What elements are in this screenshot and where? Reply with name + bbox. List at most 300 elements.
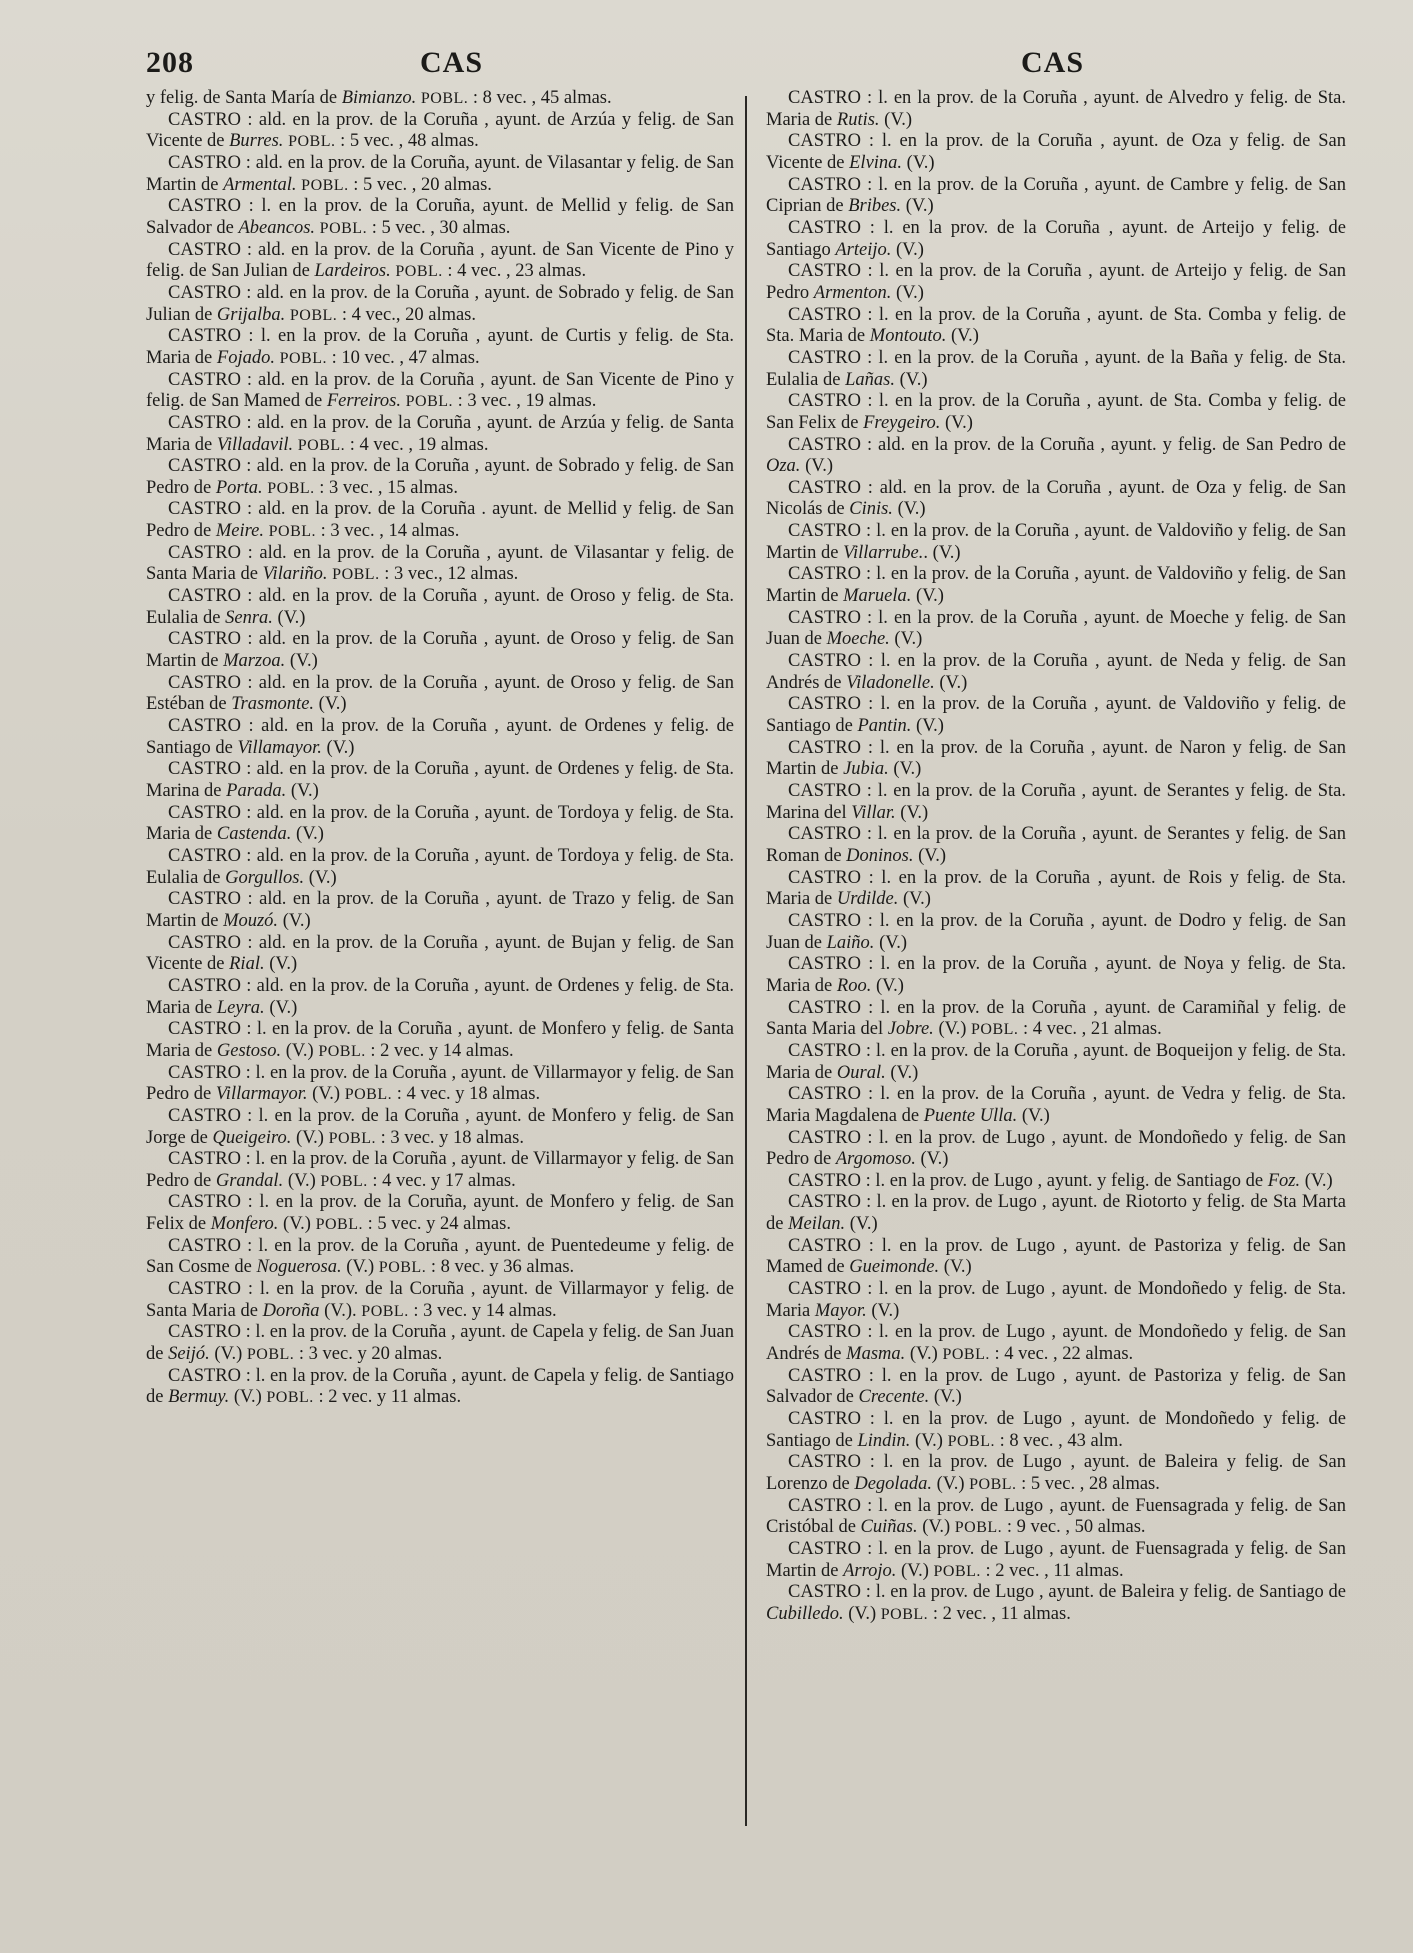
entry-text: CASTRO : ald. en la prov. de la Coruña , ayunt. de Arzúa y felig. de Santa Maria de [146,412,734,455]
entry-place-name: Bermuy. [168,1387,230,1408]
entry-pobl-label: POBL. [405,393,454,411]
dictionary-entry [146,88,734,110]
entry-text: CASTRO : l. en la prov. de Lugo , ayunt. de Baleira y felig. de San Lorenzo de [766,1452,1346,1494]
entry-pobl-label: POBL. [315,1216,363,1234]
dictionary-entry [766,391,1346,434]
entry-text: CASTRO : l. en la prov. de la Coruña , ayunt. de Capela y felig. de San Juan de [146,1322,735,1365]
entry-place-name: Oza. [766,456,801,477]
entry-population: (V.) [946,326,979,347]
entry-population: : 3 vec. y 14 almas. [408,1300,557,1321]
entry-text: CASTRO : l. en la prov. de la Coruña , ayunt. de Dodro y felig. de San Juan de [766,910,1346,953]
dictionary-entry [146,456,734,499]
dictionary-entry [146,716,734,759]
entry-place-name: Crecente. [858,1387,930,1408]
entry-place-name: Vilariño. [262,564,328,585]
dictionary-entry [146,1279,734,1322]
entry-place-name: Noguerosa. [256,1257,342,1278]
entry-population: (V.) [264,997,298,1018]
dictionary-entry [766,738,1346,781]
entry-place-name: Rutis. [836,109,880,130]
entry-text: CASTRO : ald. en la prov. de la Coruña , ayunt. de Oroso y felig. de San Martin de [146,629,734,672]
entry-text: CASTRO : ald. en la prov. de la Coruña , ayunt. de Oroso y felig. de Sta. Eulalia de [146,586,734,628]
entry-population: : 2 vec. y 14 almas. [365,1040,514,1061]
dictionary-entry [146,240,734,283]
entry-place-name: Argomoso. [835,1149,916,1170]
entry-place-name: Burres. [229,131,284,152]
entry-reference: (V.). [319,1300,362,1321]
entry-text: CASTRO : ald. en la prov. de la Coruña , ayunt. de San Vicente de Pino y felig. de San Julian de [146,239,734,282]
entry-place-name: Ferreiros. [326,391,402,412]
entry-place-name: Grandal. [215,1170,284,1191]
entry-text: CASTRO : l. en la prov. de la Coruña , ayunt. de Neda y felig. de San Andrés de [766,651,1346,693]
entry-pobl-label: POBL. [880,1605,929,1623]
entry-population: : 3 vec. , 19 almas. [453,391,597,412]
dictionary-entry [766,1171,1346,1193]
entry-text: CASTRO : l. en la prov. de Lugo , ayunt. de Pastoriza y felig. de San Salvador de [766,1365,1346,1408]
dictionary-entry [766,478,1346,521]
entry-text: CASTRO : ald. en la prov. de la Coruña , ayunt. de Tordoya y felig. de Sta. Maria de [146,802,734,845]
entry-pobl-label: POBL. [301,176,349,194]
dictionary-entry [766,305,1346,348]
entry-place-name: Pantin. [857,716,912,737]
entry-population: : 8 vec. , 45 almas. [468,88,612,108]
dictionary-entry [766,1452,1346,1495]
entry-population: : 4 vec. y 17 almas. [367,1170,516,1191]
dictionary-entry [146,1149,734,1192]
entry-population: (V.) [879,109,913,130]
dictionary-entry [766,1366,1346,1409]
dictionary-entry [146,1366,734,1409]
dictionary-entry [146,673,734,716]
entry-reference: (V.) [931,1474,970,1494]
entry-place-name: Arteijo. [835,239,892,260]
entry-pobl-label: POBL. [318,1042,366,1060]
entry-text: CASTRO : l. en la prov. de la Coruña , ayunt. de Puentedeume y felig. de San Cosme de [146,1235,734,1278]
entry-text: CASTRO : ald. en la prov. de la Coruña , ayunt. de Arzúa y felig. de San Vicente de [146,109,734,152]
dictionary-entry [766,1084,1346,1127]
dictionary-entry [766,435,1346,478]
entry-place-name: Lañas. [845,369,895,390]
dictionary-entry [766,131,1346,174]
entry-pobl-label: POBL. [320,1172,368,1190]
entry-population: : 3 vec., 12 almas. [379,564,519,585]
entry-text: CASTRO : l. en la prov. de la Coruña , ayunt. de Villarmayor y felig. de Santa Maria de [146,1279,734,1321]
entry-text: CASTRO : l. en la prov. de la Coruña , ayunt. de Oza y felig. de San Vicente de [766,131,1346,173]
dictionary-entry [766,954,1346,997]
entry-population: (V.) [871,975,904,996]
entry-population: (V.) [889,629,923,650]
entry-text: CASTRO : l. en la prov. de la Coruña , ayunt. de Villarmayor y felig. de San Pedro de [146,1062,734,1105]
left-running-head: CAS [420,46,484,79]
entry-text: CASTRO : l. en la prov. de la Coruña , ayunt. de Vedra y felig. de Sta. Maria Magdalena de [766,1084,1346,1126]
entry-population: (V.) [894,369,928,390]
entry-pobl-label: POBL. [289,306,338,324]
entry-population: (V.) [285,651,318,672]
entry-population: (V.) [874,932,907,953]
entry-text: CASTRO : ald. en la prov. de la Coruña , ayunt. de Tordoya y felig. de Sta. Eulalia de [146,845,734,888]
entry-population: : 2 vec. , 11 almas. [980,1560,1124,1581]
entry-population: (V.) [314,694,347,715]
entry-text: CASTRO : l. en la prov. de Lugo , ayunt. de Mondoñedo y felig. de Santiago de [766,1409,1346,1451]
entry-reference: (V.) [905,1344,943,1365]
entry-reference: (V.) [209,1344,247,1365]
entry-pobl-label: POBL. [947,1432,995,1450]
entry-population: : 2 vec. , 11 almas. [928,1603,1071,1624]
entry-text: CASTRO : l. en la prov. de la Coruña , ayunt. de Caramiñal y felig. de Santa Maria del [766,997,1346,1040]
entry-text: CASTRO : ald. en la prov. de la Coruña , ayunt. de Sobrado y felig. de San Pedro de [146,456,734,498]
entry-place-name: Bimianzo. [341,88,417,108]
entry-pobl-label: POBL. [267,479,315,497]
entry-population: : 4 vec. , 23 almas. [442,261,587,282]
dictionary-entry [146,1106,734,1149]
entry-place-name: Gueimonde. [849,1257,940,1278]
entry-population: (V.) [304,867,337,888]
entry-pobl-label: POBL. [266,1389,314,1407]
entry-place-name: Urdilde. [836,889,899,910]
dictionary-entry [766,608,1346,651]
entry-text: CASTRO : l. en la prov. de Lugo , ayunt. de Fuensagrada y felig. de San Cristóbal de [766,1495,1346,1538]
entry-pobl-label: POBL. [942,1346,990,1364]
entry-population: (V.) [1300,1170,1333,1191]
entry-reference: (V.) [291,1127,329,1148]
dictionary-entry [146,933,734,976]
entry-text: CASTRO : l. en la prov. de Lugo , ayunt. de Riotorto y felig. de Sta Marta de [766,1192,1346,1235]
dictionary-entry [766,88,1346,131]
entry-place-name: Fojado. [216,347,275,368]
entry-population: : 3 vec. , 14 almas. [316,521,460,542]
entry-text: CASTRO : ald. en la prov. de la Coruña , ayunt. de Ordenes y felig. de Santiago de [146,716,734,758]
dictionary-entry [146,1236,734,1279]
entry-population: : 5 vec. , 48 almas. [335,131,479,152]
entry-population: (V.) [866,1300,900,1321]
dictionary-entry [146,976,734,1019]
dictionary-entry [146,629,734,672]
entry-pobl-label: POBL. [268,523,317,541]
entry-population: (V.) [929,1387,962,1408]
entry-population: : 4 vec. y 18 almas. [392,1084,541,1105]
dictionary-entry [766,1128,1346,1171]
dictionary-entry [766,1322,1346,1365]
entry-population: : 4 vec. , 21 almas. [1018,1019,1162,1040]
entry-population: : 3 vec. y 18 almas. [375,1127,524,1148]
entry-population: (V.) [291,824,324,845]
entry-population: (V.) [264,954,298,975]
entry-place-name: Armenton. [813,282,892,303]
entry-place-name: Freygeiro. [863,412,941,433]
entry-place-name: Arrojo. [843,1560,897,1581]
entry-pobl-label: POBL. [279,349,327,367]
entry-text: CASTRO : l. en la prov. de Lugo , ayunt. de Baleira y felig. de Santiago de [788,1582,1346,1603]
entry-place-name: Grijalba. [216,304,286,325]
entry-population: : 8 vec. y 36 almas. [426,1257,575,1278]
entry-text: CASTRO : l. en la prov. de la Coruña, ayunt. de Mellid y felig. de San Salvador de [146,196,734,238]
dictionary-entry [766,218,1346,261]
entry-population: : 4 vec. , 22 almas. [989,1344,1134,1365]
entry-reference: (V.) [843,1603,881,1624]
entry-pobl-label: POBL. [297,436,346,454]
entry-reference: (V.) [341,1257,379,1278]
entry-population: (V.) [272,607,306,628]
entry-place-name: Roo. [836,975,872,996]
dictionary-entry [146,499,734,542]
dictionary-entry [766,651,1346,694]
dictionary-entry [146,110,734,153]
entry-pobl-label: POBL. [970,1021,1019,1039]
entry-pobl-label: POBL. [344,1086,393,1104]
entry-reference: (V.) [896,1560,934,1581]
entry-place-name: Masma. [846,1344,906,1365]
entry-place-name: Porta. [215,477,263,498]
entry-population: (V.) [888,759,922,780]
entry-text: CASTRO : ald. en la prov. de la Coruña , ayunt. de Ordenes y felig. de Sta. Marina de [146,759,734,801]
entry-population: (V.) [278,910,311,931]
entry-population: : 5 vec. , 30 almas. [367,217,511,238]
entry-place-name: Cinis. [849,499,893,520]
entry-text: CASTRO : ald. en la prov. de la Coruña , ayunt. de Ordenes y felig. de Sta. Maria de [146,975,734,1018]
entry-text: CASTRO : l. en la prov. de la Coruña , ayunt. de Boqueijon y felig. de Sta. Maria de [766,1040,1346,1083]
entry-place-name: Abeancos. [238,217,316,238]
entry-text: CASTRO : l. en la prov. de la Coruña , ayunt. de Naron y felig. de San Martin de [766,737,1346,780]
entry-text: CASTRO : l. en la prov. de la Coruña , ayunt. de Serantes y felig. de San Roman de [766,824,1346,866]
entry-reference: (V.) [917,1517,955,1538]
entry-text: CASTRO : l. en la prov. de Lugo , ayunt. de Mondoñedo y felig. de San Pedro de [766,1127,1346,1170]
dictionary-entry [766,1279,1346,1322]
entry-population: (V.) [911,716,944,737]
entry-place-name: Gestoso. [216,1040,282,1061]
dictionary-entry [766,998,1346,1041]
dictionary-entry [146,1063,734,1106]
dictionary-entry [146,759,734,802]
entry-place-name: Moeche. [826,629,890,650]
entry-text: CASTRO : ald. en la prov. de la Coruña , ayunt. de Trazo y felig. de San Martin de [146,889,734,931]
entry-text: CASTRO : l. en la prov. de la Coruña , ayunt. de Rois y felig. de Sta. Maria de [766,867,1346,910]
entry-text: CASTRO : l. en la prov. de Lugo , ayunt. de Pastoriza y felig. de San Mamed de [766,1235,1346,1278]
entry-place-name: Mayor. [814,1300,867,1321]
entry-text: CASTRO : ald. en la prov. de la Coruña . ayunt. de Mellid y felig. de San Pedro de [146,499,734,542]
entry-population: : 4 vec. , 19 almas. [345,434,489,455]
entry-text: CASTRO : l. en la prov. de la Coruña , ayunt. de Arteijo y felig. de San Pedro [766,261,1346,303]
dictionary-entry [766,824,1346,867]
entry-population: (V.) [911,586,944,607]
dictionary-entry [766,1192,1346,1235]
dictionary-entry [766,175,1346,218]
entry-place-name: Villamayor. [237,737,322,758]
entry-place-name: Lardeiros. [314,261,391,282]
entry-place-name: Meilan. [788,1214,846,1235]
entry-text: CASTRO : ald. en la prov. de la Coruña , ayunt. de Vilasantar y felig. de Santa Maria de [146,542,734,585]
entry-place-name: Montouto. [869,326,947,347]
entry-place-name: Jobre. [887,1019,934,1040]
entry-text: CASTRO : l. en la prov. de la Coruña , ayunt. de Moeche y felig. de San Juan de [766,607,1346,650]
entry-reference: (V.) [278,1214,316,1235]
entry-place-name: Castenda. [216,824,292,845]
dictionary-entry [146,803,734,846]
dictionary-entry [766,1539,1346,1582]
entry-population: : 5 vec. y 24 almas. [362,1214,511,1235]
dictionary-entry [146,196,734,239]
entry-pobl-label: POBL. [969,1476,1017,1493]
dictionary-entry [146,846,734,889]
dictionary-entry [146,370,734,413]
dictionary-entry [766,911,1346,954]
dictionary-entry [766,868,1346,911]
entry-place-name: Gorgullos. [225,867,305,888]
page-number: 208 [146,46,194,79]
entry-pobl-label: POBL. [395,263,443,281]
entry-text: CASTRO : ald. en la prov. de la Coruña , ayunt. y felig. de San Pedro de [788,434,1346,455]
entry-pobl-label: POBL. [319,219,368,237]
entry-place-name: Monfero. [210,1214,279,1235]
entry-population: (V.) [915,1149,949,1170]
entry-population: (V.) [898,889,931,910]
entry-place-name: Lindin. [857,1430,911,1451]
entry-place-name: Maruela. [843,586,912,607]
entry-population: : 10 vec. , 47 almas. [327,347,480,368]
dictionary-entry [146,283,734,326]
entry-population: (V.) [895,802,929,823]
dictionary-entry [766,1236,1346,1279]
entry-population: : 9 vec. , 50 almas. [1002,1517,1146,1538]
entry-place-name: Villarmayor. [215,1084,308,1105]
entry-place-name: Parada. [226,781,287,801]
entry-text: CASTRO : l. en la prov. de Lugo , ayunt. y felig. de Santiago de [788,1170,1268,1191]
entry-pobl-label: POBL. [332,566,380,584]
entry-text: CASTRO : l. en la prov. de la Coruña , ayunt. de Noya y felig. de Sta. Maria de [766,954,1346,996]
right-running-head: CAS [1021,46,1085,79]
dictionary-entry [146,1322,734,1365]
entry-text: CASTRO : ald. en la prov. de la Coruña , ayunt. de Oroso y felig. de San Estéban de [146,672,734,715]
entry-population: (V.) [934,672,968,693]
entry-place-name: Jubia. [843,759,889,780]
entry-place-name: Oural. [836,1062,886,1083]
entry-reference: (V.) [933,1019,971,1040]
entry-place-name: Senra. [225,607,273,628]
dictionary-entry [766,694,1346,737]
entry-text: CASTRO : l. en la prov. de la Coruña , ayunt. de Monfero y felig. de San Jorge de [146,1105,734,1148]
entry-pobl-label: POBL. [246,1346,295,1364]
entry-population: : 5 vec. , 28 almas. [1016,1474,1160,1494]
entry-text: CASTRO : l. en la prov. de la Coruña , ayunt. de Valdoviño y felig. de San Martin de [766,521,1346,563]
dictionary-entry [766,261,1346,304]
dictionary-entry [146,413,734,456]
entry-place-name: Degolada. [854,1474,932,1494]
entry-text: CASTRO : l. en la prov. de la Coruña , ayunt. de Capela y felig. de Santiago de [146,1365,734,1408]
entry-text: CASTRO : l. en la prov. de la Coruña, ayunt. de Monfero y felig. de San Felix de [146,1192,734,1235]
dictionary-entry [146,1019,734,1062]
entry-text: CASTRO : l. en la prov. de la Coruña , ayunt. de Alvedro y felig. de Sta. Maria de [766,88,1346,130]
dictionary-entry [766,1582,1346,1625]
column-divider [745,96,747,1826]
entry-text: CASTRO : l. en la prov. de la Coruña , ayunt. de Arteijo y felig. de Santiago [766,217,1346,260]
dictionary-entry [146,153,734,196]
entry-place-name: Cuiñas. [860,1517,918,1538]
entry-pobl-label: POBL. [420,90,469,107]
entry-population: (V.) [891,239,924,260]
dictionary-entry [766,781,1346,824]
dictionary-entry [766,1041,1346,1084]
right-column [766,88,1346,1626]
entry-text: y felig. de Santa María de [146,88,342,108]
entry-pobl-label: POBL. [328,1129,376,1147]
entry-pobl-label: POBL. [378,1259,427,1277]
entry-place-name: Trasmonte. [231,694,315,715]
entry-population: (V.) [913,845,947,866]
dictionary-entry [146,1192,734,1235]
entry-reference: (V.) [281,1040,319,1061]
entry-population: (V.) [286,781,319,801]
entry-place-name: Marzoa. [223,651,286,672]
entry-population: (V.) [891,282,924,303]
entry-text: CASTRO : l. en la prov. de la Coruña , ayunt. de Cambre y felig. de San Ciprian de [766,174,1346,217]
entry-population: (V.) [940,412,973,433]
entry-reference: (V.) [910,1430,948,1451]
entry-text: CASTRO : l. en la prov. de Lugo , ayunt. de Mondoñedo y felig. de San Andrés de [766,1322,1346,1365]
dictionary-entry [766,521,1346,564]
entry-place-name: Leyra. [216,997,265,1018]
entry-pobl-label: POBL. [954,1519,1003,1537]
entry-text: CASTRO : ald. en la prov. de la Coruña , ayunt. de Sobrado y felig. de San Julian de [146,282,734,325]
entry-text: CASTRO : l. en la prov. de la Coruña , ayunt. de Valdoviño y felig. de Santiago de [766,694,1346,737]
entry-text: CASTRO : l. en la prov. de la Coruña , ayunt. de la Baña y felig. de Sta. Eulalia de [766,347,1346,390]
entry-text: CASTRO : l. en la prov. de la Coruña , ayunt. de Sta. Comba y felig. de San Felix de [766,391,1346,433]
dictionary-entry [766,1409,1346,1452]
entry-population: (V.) [321,737,355,758]
entry-place-name: Villarrube. [843,542,924,563]
entry-text: CASTRO : l. en la prov. de la Coruña , ayunt. de Valdoviño y felig. de San Martin de [766,564,1346,607]
entry-text: CASTRO : l. en la prov. de Lugo , ayunt. de Fuensagrada y felig. de San Martin de [766,1538,1346,1581]
dictionary-entry [766,564,1346,607]
dictionary-entry [766,1496,1346,1539]
entry-population: : 5 vec. , 20 almas. [348,174,492,195]
entry-text: CASTRO : l. en la prov. de la Coruña , ayunt. de Monfero y felig. de Santa Maria de [146,1019,734,1061]
entry-text: CASTRO : l. en la prov. de la Coruña , ayunt. de Villarmayor y felig. de San Pedro de [146,1149,734,1191]
entry-text: CASTRO : l. en la prov. de la Coruña , ayunt. de Sta. Comba y felig. de Sta. Maria de [766,304,1346,347]
entry-place-name: Villadavil. [216,434,294,455]
entry-text: CASTRO : l. en la prov. de la Coruña , ayunt. de Curtis y felig. de Sta. Maria de [146,326,734,368]
entry-place-name: Rial. [229,954,265,975]
entry-text: CASTRO : ald. en la prov. de la Coruña , ayunt. de Bujan y felig. de San Vicente de [146,932,734,975]
entry-place-name: Doroña [262,1300,320,1321]
dictionary-entry [146,543,734,586]
entry-population: (V.) [901,196,934,217]
entry-pobl-label: POBL. [933,1562,981,1580]
dictionary-entry [766,348,1346,391]
entry-population: : 4 vec., 20 almas. [337,304,477,325]
entry-place-name: Villar. [851,802,896,823]
entry-reference: (V.) [283,1170,321,1191]
dictionary-entry [146,586,734,629]
entry-reference: (V.) [307,1084,345,1105]
entry-place-name: Puente Ulla. [923,1105,1018,1126]
left-column [146,88,734,1409]
entry-place-name: Laiño. [826,932,875,953]
entry-population: (V.) [892,499,926,520]
entry-population: . (V.) [923,542,961,563]
entry-population: (V.) [1017,1105,1050,1126]
entry-text: CASTRO : ald. en la prov. de la Coruña, ayunt. de Vilasantar y felig. de San Martin de [146,152,734,195]
entry-population: : 2 vec. y 11 almas. [313,1387,462,1408]
entry-place-name: Cubilledo. [766,1603,844,1624]
entry-population: (V.) [885,1062,919,1083]
entry-population: : 3 vec. , 15 almas. [314,477,459,498]
entry-place-name: Meire. [215,521,264,542]
entry-place-name: Queigeiro. [212,1127,292,1148]
entry-population: : 8 vec. , 43 alm. [994,1430,1123,1451]
entry-place-name: Armental. [223,174,297,195]
entry-place-name: Bribes. [848,196,902,217]
entry-pobl-label: POBL. [288,133,336,151]
entry-population: : 3 vec. y 20 almas. [294,1344,443,1365]
